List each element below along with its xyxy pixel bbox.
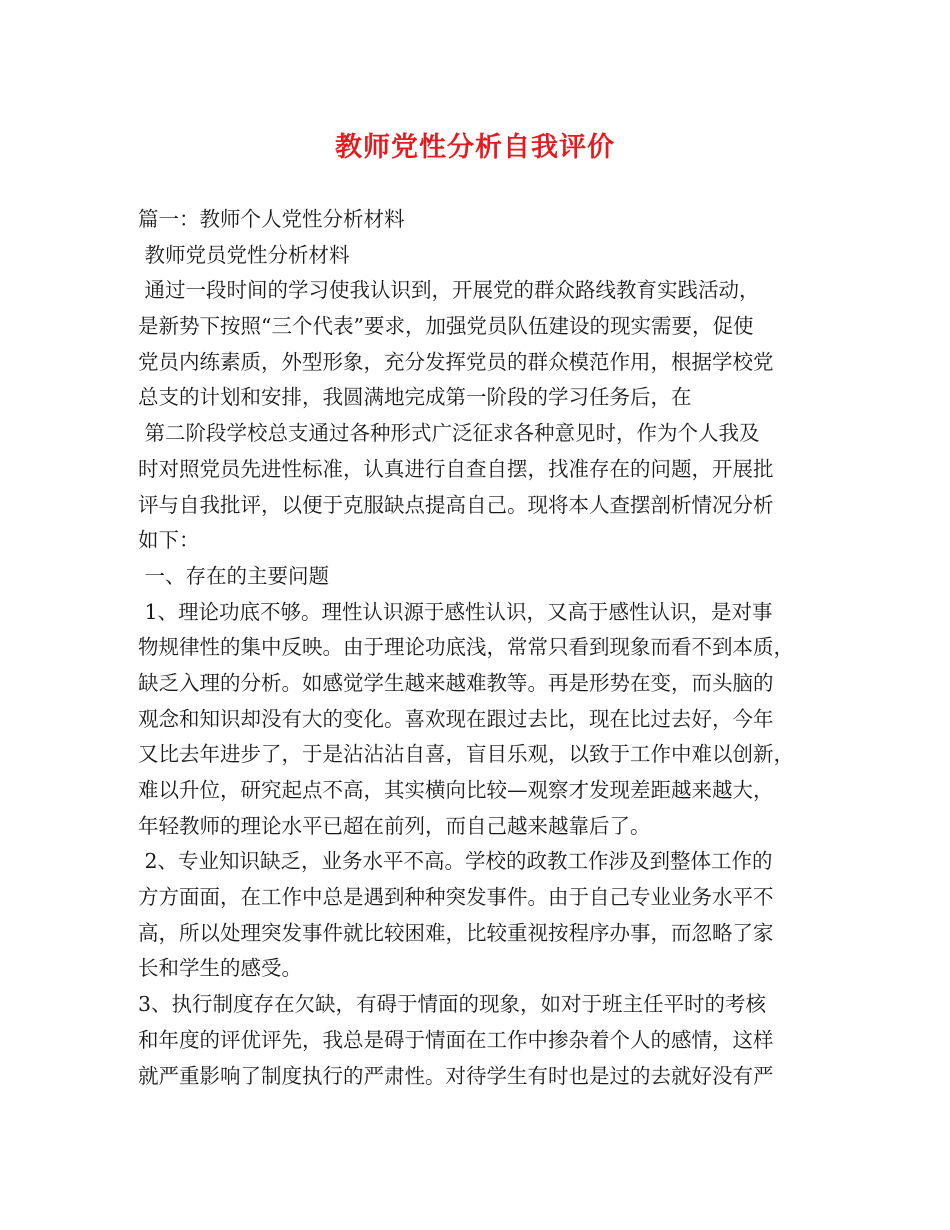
paragraph-line: 如下： <box>138 528 200 553</box>
paragraph-line: 方方面面，在工作中总是遇到种种突发事件。由于自己专业业务水平不 <box>138 885 774 910</box>
paragraph-line: 长和学生的感受。 <box>138 956 302 981</box>
paragraph-line: 教师党员党性分析材料 <box>138 242 350 267</box>
paragraph-line: 又比去年进步了，于是沾沾沾自喜，盲目乐观，以致于工作中难以创新， <box>138 742 794 767</box>
paragraph-line: 篇一：教师个人党性分析材料 <box>138 207 405 231</box>
paragraph-line: 难以升位，研究起点不高，其实横向比较—观察才发现差距越来越大， <box>138 778 774 802</box>
paragraph-line: 通过一段时间的学习使我认识到，开展党的群众路线教育实践活动， <box>138 278 760 303</box>
paragraph-line: 和年度的评优评先，我总是碍于情面在工作中掺杂着个人的感情，这样 <box>138 1027 774 1052</box>
paragraph-line: 年轻教师的理论水平已超在前列，而自己越来越靠后了。 <box>138 813 651 838</box>
paragraph-line: 3、执行制度存在欠缺，有碍于情面的现象，如对于班主任平时的考核 <box>138 992 767 1017</box>
paragraph-line: 2、专业知识缺乏，业务水平不高。学校的政教工作涉及到整体工作的 <box>138 849 773 874</box>
paragraph-line: 党员内练素质，外型形象，充分发挥党员的群众模范作用，根据学校党 <box>138 349 774 374</box>
paragraph-line: 评与自我批评，以便于克服缺点提高自己。现将本人查摆剖析情况分析 <box>138 492 774 517</box>
document-title: 教师党性分析自我评价 <box>335 132 615 163</box>
paragraph-line: 是新势下按照“三个代表”要求，加强党员队伍建设的现实需要，促使 <box>138 314 754 339</box>
paragraph-line: 缺乏入理的分析。如感觉学生越来越难教等。再是形势在变，而头脑的 <box>138 670 774 695</box>
document-body <box>138 202 828 1094</box>
paragraph-line: 高，所以处理突发事件就比较困难，比较重视按程序办事，而忽略了家 <box>138 920 774 945</box>
paragraph-line: 观念和知识却没有大的变化。喜欢现在跟过去比，现在比过去好，今年 <box>138 706 774 731</box>
paragraph-line: 时对照党员先进性标准，认真进行自查自摆，找准存在的问题，开展批 <box>138 456 774 481</box>
paragraph-line: 1、理论功底不够。理性认识源于感性认识，又高于感性认识，是对事 <box>138 599 773 624</box>
paragraph-line: 就严重影响了制度执行的严肃性。对待学生有时也是过的去就好没有严 <box>138 1063 774 1088</box>
paragraph-line: 第二阶段学校总支通过各种形式广泛征求各种意见时，作为个人我及 <box>138 421 760 446</box>
paragraph-line: 物规律性的集中反映。由于理论功底浅，常常只看到现象而看不到本质， <box>138 635 794 660</box>
paragraph-line: 一、存在的主要问题 <box>138 563 330 588</box>
paragraph-line: 总支的计划和安排，我圆满地完成第一阶段的学习任务后，在 <box>138 385 692 410</box>
